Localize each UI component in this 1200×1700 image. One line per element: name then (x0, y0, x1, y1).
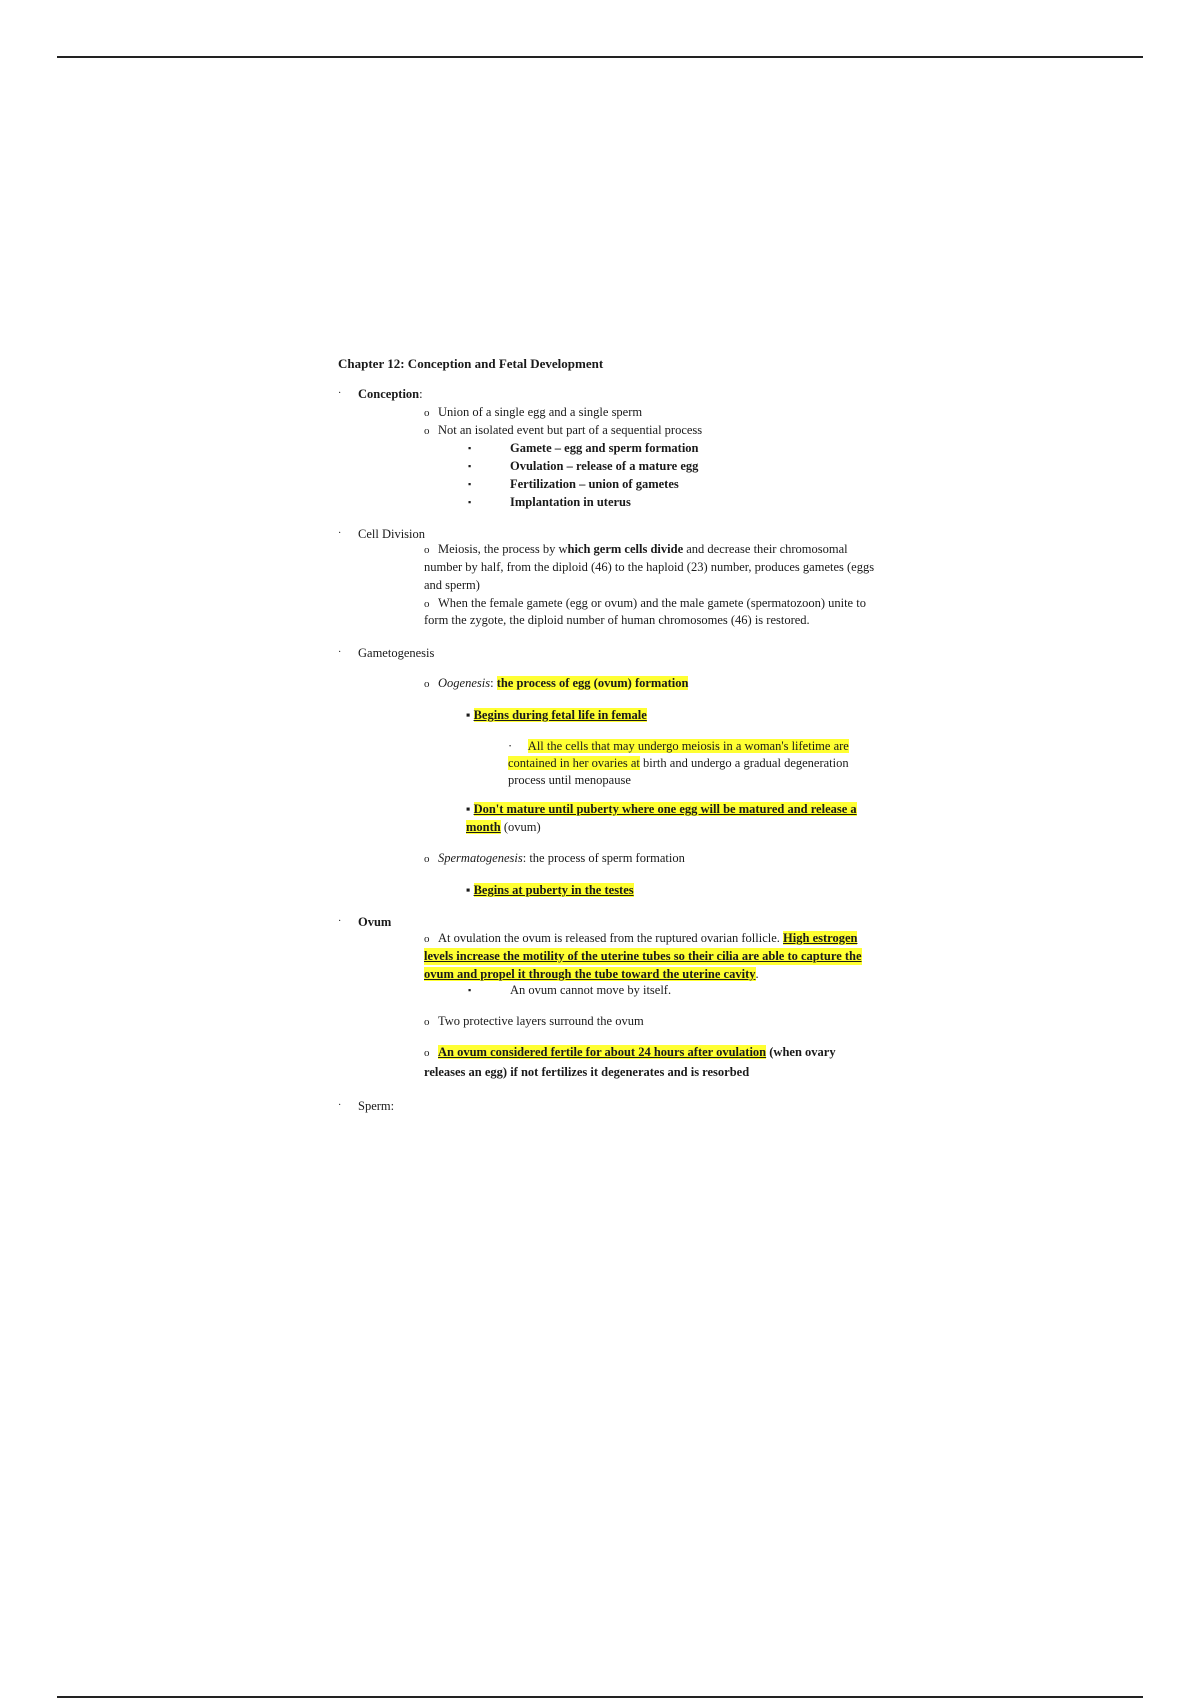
bullet-sperm: · (338, 1100, 342, 1111)
cell-division-p2-line1 (424, 595, 866, 613)
bullet-square: ▪ (468, 479, 472, 489)
ovum-hl-text: ovum and propel it through the tube toward the uterine cavity (424, 967, 756, 981)
conception-item-1 (424, 404, 642, 422)
ovum-hl-text: High estrogen (783, 931, 858, 945)
text-run: When the female gamete (egg or ovum) and the male gamete (spermatozoon) unite to (438, 596, 866, 610)
conception-step-4: Implantation in uterus (510, 495, 631, 509)
sperm-label: Sperm (358, 1099, 391, 1113)
text-run-bold: hich germ cells divide (567, 542, 684, 556)
oogenesis-line (424, 675, 688, 693)
bullet-square: ▪ (466, 802, 471, 816)
begins-puberty-line (466, 882, 634, 899)
ovum-p1-line2: levels increase the motility of the uterine tubes so their cilia are able to capture the (424, 949, 862, 963)
text-run: (ovum) (500, 820, 541, 834)
text-run: birth and undergo a gradual degeneration (639, 756, 849, 770)
chapter-title: Chapter 12: Conception and Fetal Development (338, 356, 604, 371)
ovum-fertile-hl: An ovum considered fertile for about 24 hours after ovulation (438, 1045, 767, 1059)
bullet-conception: · (338, 388, 342, 399)
cells-line1 (508, 738, 849, 755)
bullet-o: o (424, 425, 430, 437)
cell-division-p1-line2: number by half, from the diploid (46) to the haploid (23) number, produces gametes (eggs (424, 560, 875, 574)
bullet-dash: · (508, 739, 513, 753)
text-run: . (755, 967, 759, 981)
mature-line2 (466, 819, 541, 836)
bullet-square: ▪ (468, 985, 472, 995)
conception-item-text: Not an isolated event but part of a sequential process (438, 423, 703, 437)
ovum-cannot-move: An ovum cannot move by itself. (510, 983, 672, 997)
cell-division-p2-line2: form the zygote, the diploid number of human chromosomes (46) is restored. (424, 613, 810, 627)
ovum-fertile-line2: releases an egg) if not fertilizes it degenerates and is resorbed (424, 1065, 750, 1079)
bullet-square: ▪ (468, 443, 472, 453)
begins-puberty-text: Begins at puberty in the testes (473, 883, 634, 897)
bullet-o: o (424, 933, 430, 945)
cells-line2 (508, 755, 849, 772)
bullet-o: o (424, 598, 430, 610)
cell-division-heading: Cell Division (358, 527, 426, 541)
cells-text-hl: All the cells that may undergo meiosis in a woman's lifetime are (527, 739, 849, 753)
bullet-gametogenesis: · (338, 647, 342, 658)
mature-text: month (466, 820, 501, 834)
sperm-colon: : (390, 1099, 395, 1113)
cell-division-p1-line3: and sperm) (424, 578, 480, 592)
spermatogenesis-definition: : the process of sperm formation (522, 851, 685, 865)
bullet-o: o (424, 1016, 430, 1028)
spermatogenesis-line (424, 850, 685, 868)
conception-step-1: Gamete – egg and sperm formation (510, 441, 699, 455)
oogenesis-definition: the process of egg (ovum) formation (496, 676, 689, 690)
bullet-square: ▪ (468, 461, 472, 471)
text-run: Meiosis, the process by w (438, 542, 568, 556)
sperm-heading (358, 1098, 394, 1115)
conception-heading (358, 386, 423, 403)
cells-line3: process until menopause (508, 773, 631, 787)
bullet-ovum: · (338, 916, 342, 927)
ovum-layers-line (424, 1013, 644, 1031)
cell-division-p1-line1 (424, 541, 848, 559)
text-run-bold: (when ovary (766, 1045, 836, 1059)
text-run: At ovulation the ovum is released from the ruptured ovarian follicle. (438, 931, 784, 945)
conception-colon: : (419, 387, 423, 401)
bullet-cell-division: · (338, 528, 342, 539)
text-run: : (490, 676, 497, 690)
conception-item-2 (424, 422, 702, 440)
begins-fetal-line (466, 707, 647, 724)
bullet-square: ▪ (468, 497, 472, 507)
conception-label: Conception (358, 387, 420, 401)
bullet-o: o (424, 678, 430, 690)
conception-step-2: Ovulation – release of a mature egg (510, 459, 699, 473)
gametogenesis-heading: Gametogenesis (358, 646, 435, 660)
begins-fetal-text: Begins during fetal life in female (473, 708, 647, 722)
bullet-o: o (424, 407, 430, 419)
bullet-o: o (424, 544, 430, 556)
bullet-square: ▪ (466, 708, 471, 722)
conception-item-text: Union of a single egg and a single sperm (438, 405, 643, 419)
text-run: Two protective layers surround the ovum (438, 1014, 644, 1028)
ovum-p1-line3 (424, 966, 759, 983)
cells-text-hl: contained in her ovaries at (508, 756, 640, 770)
text-run: and decrease their chromosomal (683, 542, 848, 556)
ovum-fertile-line1 (424, 1044, 836, 1062)
bullet-o: o (424, 1047, 430, 1059)
conception-step-3: Fertilization – union of gametes (510, 477, 679, 491)
mature-text: Don't mature until puberty where one egg will be matured and release a (473, 802, 857, 816)
oogenesis-term: Oogenesis (438, 676, 491, 690)
bullet-square: ▪ (466, 883, 471, 897)
ovum-p1-line1 (424, 930, 857, 948)
bullet-o: o (424, 853, 430, 865)
mature-line1 (466, 801, 857, 818)
spermatogenesis-term: Spermatogenesis (438, 851, 523, 865)
ovum-heading: Ovum (358, 915, 392, 929)
